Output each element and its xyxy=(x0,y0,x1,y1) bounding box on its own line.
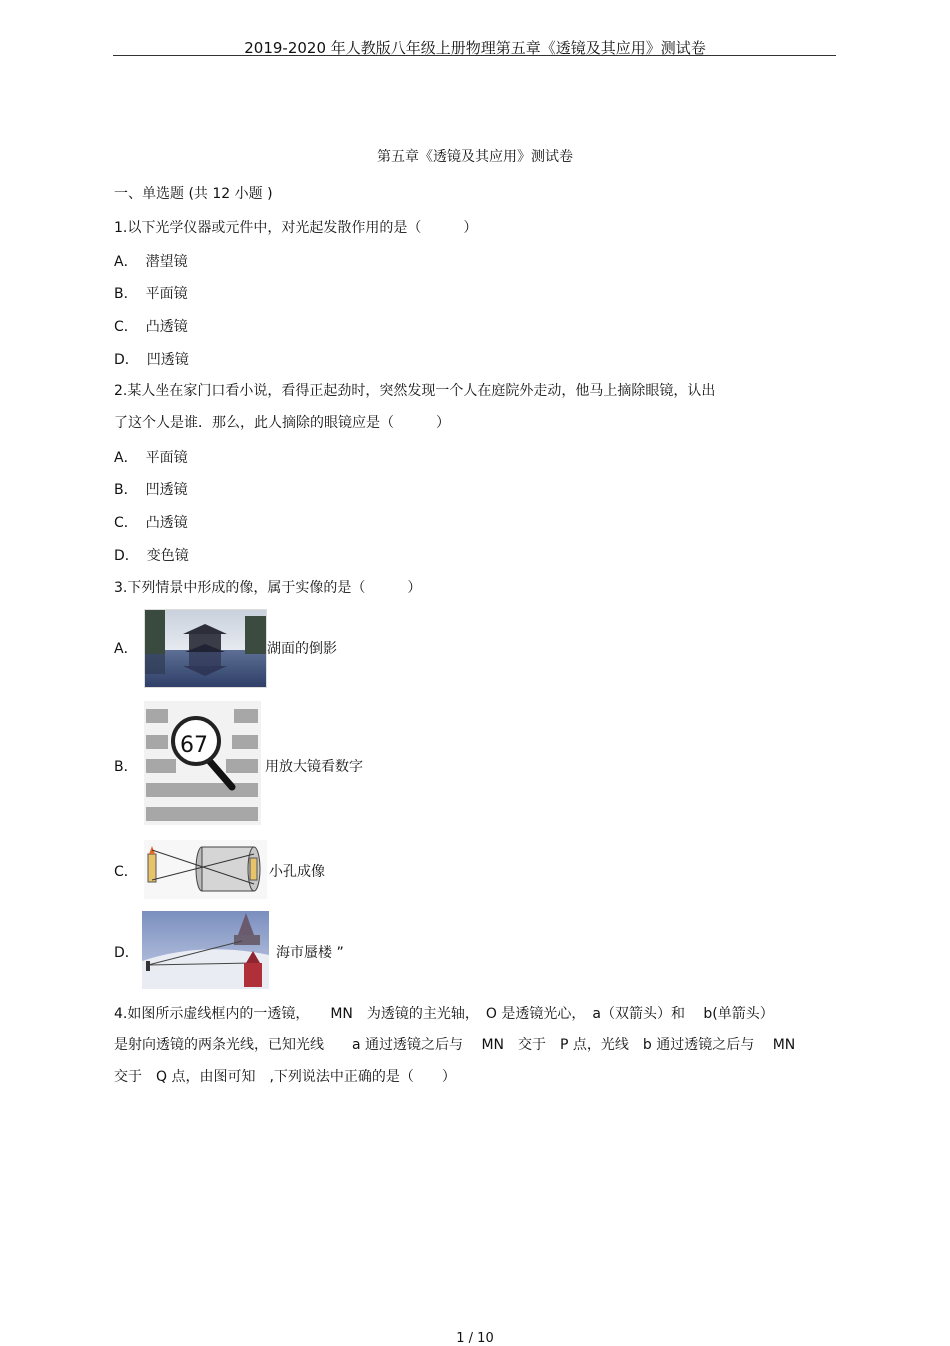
question-2-stem-line1: 2.某人坐在家门口看小说，看得正起劲时，突然发现一个人在庭院外走动，他马上摘除眼镜，认出 xyxy=(114,383,716,399)
option-text: 凸透镜 xyxy=(145,319,188,335)
option-letter: C． xyxy=(114,515,138,531)
q2-option-a xyxy=(114,448,188,468)
option-letter: A． xyxy=(114,450,138,466)
q3-option-b-letter: B． xyxy=(114,759,138,775)
option-letter: D． xyxy=(114,352,139,368)
pinhole-camera-image xyxy=(144,840,267,899)
magnifier-digits-image xyxy=(144,701,261,825)
q1-option-d xyxy=(114,350,189,370)
magnified-digits: 67 xyxy=(180,733,208,758)
section-heading: 一、单选题 (共 12 小题 ) xyxy=(114,186,273,202)
question-2-stem-line2: 了这个人是谁．那么，此人摘除的眼镜应是（ ） xyxy=(114,415,450,431)
question-4-line3: 交于 Q 点，由图可知 ,下列说法中正确的是（ ） xyxy=(114,1069,456,1085)
q3-option-c-text: 小孔成像 xyxy=(269,864,325,880)
option-letter: D． xyxy=(114,548,139,564)
question-4-line1: 4.如图所示虚线框内的一透镜， MN 为透镜的主光轴， O 是透镜光心， a（双箭头）和 b(单箭头） xyxy=(114,1006,774,1022)
page-number: 1 / 10 xyxy=(456,1331,494,1346)
page-header: 2019-2020 年人教版八年级上册物理第五章《透镜及其应用》测试卷 xyxy=(244,39,706,57)
option-text: 平面镜 xyxy=(145,450,188,466)
option-text: 潜望镜 xyxy=(145,254,188,270)
option-text: 凹透镜 xyxy=(146,352,189,368)
option-text: 凹透镜 xyxy=(145,482,188,498)
question-4-line2: 是射向透镜的两条光线，已知光线 a 通过透镜之后与 MN 交于 P 点，光线 b 通过透镜之后与 MN xyxy=(114,1037,796,1053)
option-letter: B． xyxy=(114,482,138,498)
q1-option-b xyxy=(114,284,188,304)
q2-option-c xyxy=(114,513,188,533)
q1-option-c xyxy=(114,317,188,337)
option-text: 凸透镜 xyxy=(145,515,188,531)
q3-option-a-letter: A． xyxy=(114,641,138,657)
option-text: 变色镜 xyxy=(146,548,189,564)
option-letter: A． xyxy=(114,254,138,270)
lake-reflection-image xyxy=(144,609,267,688)
header-rule xyxy=(113,55,836,56)
q2-option-b xyxy=(114,480,188,500)
document-title: 第五章《透镜及其应用》测试卷 xyxy=(377,149,573,165)
q3-option-b-text: 用放大镜看数字 xyxy=(265,759,363,775)
q3-option-d-letter: D． xyxy=(114,945,139,961)
question-3-stem: 3.下列情景中形成的像，属于实像的是（ ） xyxy=(114,580,422,596)
question-1-stem: 1.以下光学仪器或元件中，对光起发散作用的是（ ） xyxy=(114,220,478,236)
q3-option-d-text: 海市蜃楼 ” xyxy=(276,945,344,961)
q2-option-d xyxy=(114,546,189,566)
mirage-image xyxy=(142,911,269,989)
q3-option-a-text: 湖面的倒影 xyxy=(267,641,337,657)
option-letter: C． xyxy=(114,319,138,335)
option-text: 平面镜 xyxy=(145,286,188,302)
q3-option-c-letter: C． xyxy=(114,864,138,880)
option-letter: B． xyxy=(114,286,138,302)
q1-option-a xyxy=(114,252,188,272)
